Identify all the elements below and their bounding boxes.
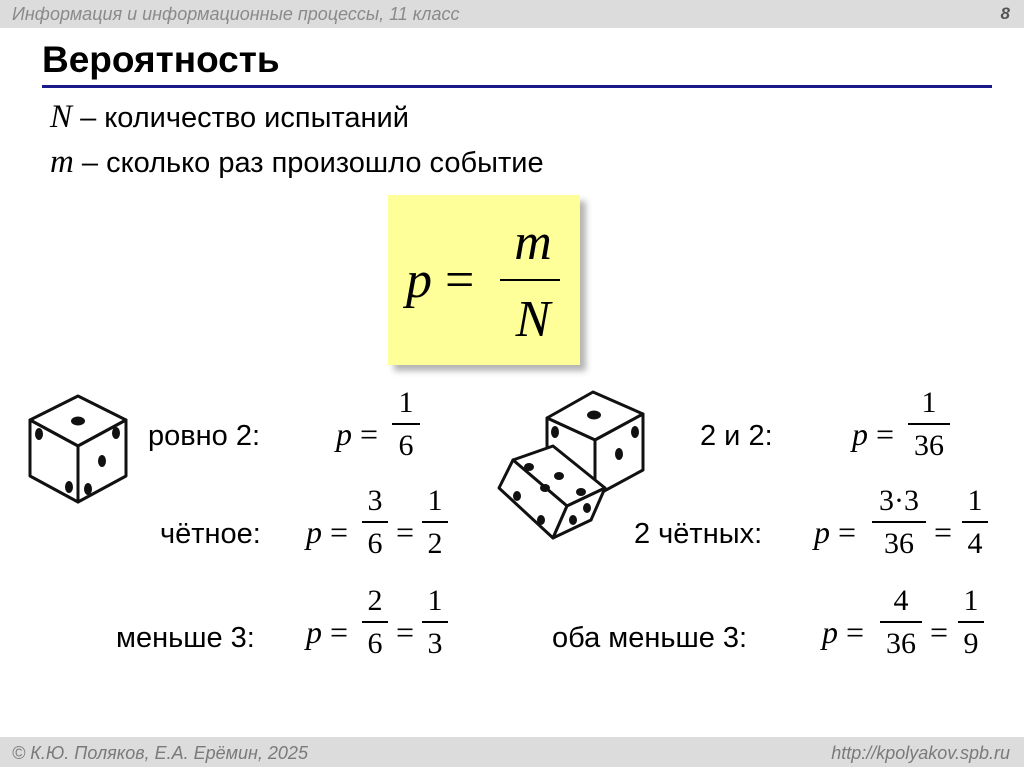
example-equals: = — [396, 614, 415, 650]
definition-var: N — [50, 99, 73, 135]
example-label: ровно 2: — [148, 420, 261, 452]
example-fraction: 3·3 36 — [872, 484, 926, 561]
example-lhs: p = — [306, 514, 349, 550]
example-fraction-reduced: 1 9 — [958, 584, 984, 661]
title-underline — [42, 85, 992, 88]
course-title: Информация и информационные процессы, 11 класс — [12, 4, 460, 24]
example-fraction: 3 6 — [362, 484, 388, 561]
example-lhs: p = — [814, 514, 857, 550]
slide-title: Вероятность — [42, 39, 280, 80]
example-fraction: 1 36 — [908, 386, 950, 463]
probability-formula-box — [388, 195, 580, 365]
formula-fraction-bar — [500, 279, 560, 281]
example-equals: = — [930, 614, 949, 650]
single-die-icon — [24, 390, 132, 508]
formula-denominator: N — [515, 291, 551, 348]
example-lhs: p = — [822, 614, 865, 650]
footer-author: © К.Ю. Поляков, Е.А. Ерёмин, 2025 — [12, 743, 308, 763]
example-equals: = — [396, 514, 415, 550]
example-lhs: p = — [336, 416, 379, 452]
example-equals: = — [934, 514, 953, 550]
example-fraction-reduced: 1 3 — [422, 584, 448, 661]
formula-lhs: p = — [406, 252, 475, 309]
definition-text: – сколько раз произошло событие — [73, 147, 544, 179]
example-lhs: p = — [852, 416, 895, 452]
example-fraction: 4 36 — [880, 584, 922, 661]
page-number: 8 — [1000, 4, 1010, 23]
example-fraction: 1 6 — [392, 386, 420, 463]
example-fraction: 2 6 — [362, 584, 388, 661]
example-fraction-reduced: 1 2 — [422, 484, 448, 561]
example-label: чётное: — [160, 518, 261, 550]
example-lhs: p = — [306, 614, 349, 650]
footer-site-link[interactable]: http://kpolyakov.spb.ru — [831, 743, 1010, 763]
example-label: меньше 3: — [116, 622, 255, 654]
definition-m — [50, 144, 544, 181]
definition-n — [50, 99, 409, 136]
header-bar — [0, 0, 1024, 28]
definition-var: m — [50, 144, 74, 180]
example-label: 2 и 2: — [700, 420, 773, 452]
example-label: 2 чётных: — [634, 518, 763, 550]
example-fraction-reduced: 1 4 — [962, 484, 988, 561]
formula-numerator: m — [514, 214, 552, 271]
example-label: оба меньше 3: — [552, 622, 748, 654]
definition-text: – количество испытаний — [72, 102, 409, 134]
